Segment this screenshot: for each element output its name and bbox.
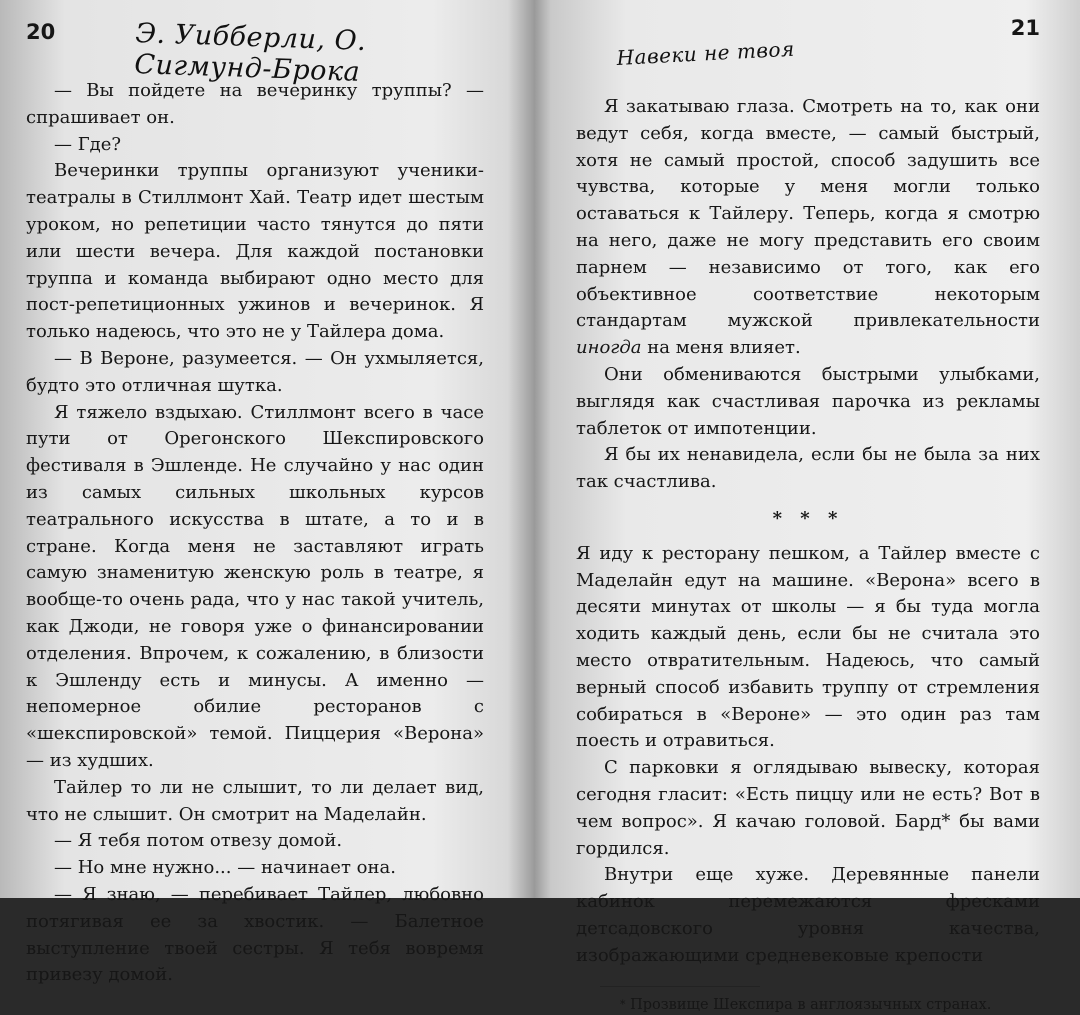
paragraph: — В Вероне, разумеется. — Он ухмыляется, будто это отличная шутка. <box>26 347 484 396</box>
paragraph: Я тяжело вздыхаю. Стиллмонт всего в часе пути от Орегонского Шекспировского фестиваля в Эшленде. Не случайно у нас один из самых сильных школьных курсов театрального искусства в штате, а то и в стране. Когда меня не заставляют играть самую знаменитую женскую роль в театре, я вообще-то очень рада, что у нас такой учитель, как Джоди, не говоря уже о финансировании отделения. Впрочем, к сожалению, в близости к Эшленду есть и минусы. А именно — непомерное обилие ресторанов с «шекспировской» темой. Пиццерия «Верона» — из худших. <box>26 401 484 771</box>
paragraph: Внутри еще хуже. Деревянные панели кабинок перемежаются фресками детсадовского уровня качества, изображающими средневековые крепости <box>576 864 1040 966</box>
paragraph: — Вы пойдете на вечеринку труппы? — спрашивает он. <box>26 80 484 128</box>
left-page-number: 20 <box>26 20 56 44</box>
paragraph: Они обмениваются быстрыми улыбками, выглядя как счастливая парочка из рекламы таблеток от импотенции. <box>576 363 1040 439</box>
paragraph: Тайлер то ли не слышит, то ли делает вид, что не слышит. Он смотрит на Маделайн. <box>26 776 484 825</box>
paragraph: Я бы их ненавидела, если бы не была за них так счастлива. <box>576 444 1040 493</box>
paragraph: Вечеринки труппы организуют ученики-театралы в Стиллмонт Хай. Театр идет шестым уроком, но репетиции часто тянутся до пяти или шести вечера. Для каждой постановки труппа и команда выбирают одно место для пост-репетиционных ужинов и вечеринок. Я только надеюсь, что это не у Тайлера дома. <box>26 160 484 343</box>
footnote-divider <box>600 986 760 987</box>
footnote-text: Прозвище Шекспира в англоязычных странах. <box>630 996 992 1013</box>
paragraph: Я закатываю глаза. Смотреть на то, как они ведут себя, когда вместе, — самый быстрый, хотя не самый простой, способ задушить все чувства, которые у меня могли только оставаться к Тайлеру. Теперь, когда я смотрю на него, даже не могу представить его своим парнем — независимо от того, как его объективное соответствие некоторым стандартам мужской привлекательности иногда на меня влияет. <box>576 96 1040 359</box>
paragraph: Я иду к ресторану пешком, а Тайлер вместе с Маделайн едут на машине. «Верона» всего в десяти минутах от школы — я бы туда могла ходить каждый день, если бы не считала это место отвратительным. Надеюсь, что самый верный способ избавить труппу от стремления собираться в «Вероне» — это один раз там поесть и отравиться. <box>576 542 1040 752</box>
paragraph: — Но мне нужно... — начинает она. <box>54 857 396 879</box>
right-page <box>540 0 1080 1013</box>
right-page-number: 21 <box>1010 16 1040 40</box>
section-break: * * * <box>772 507 844 529</box>
left-page <box>0 0 522 986</box>
right-running-header <box>576 14 1040 72</box>
right-page-text <box>576 94 1040 1015</box>
paragraph: — Где? <box>54 133 122 155</box>
paragraph: С парковки я оглядываю вывеску, которая сегодня гласит: «Есть пиццу или не есть? Вот в чем вопрос». Я качаю головой. Бард* бы вами гордился. <box>576 757 1040 859</box>
title-running-head: Навеки не твоя <box>616 36 796 70</box>
footnote-mark: * <box>620 997 626 1011</box>
left-running-header <box>26 18 484 88</box>
paragraph: — Я тебя потом отвезу домой. <box>54 830 343 852</box>
emphasis-word: иногда <box>576 337 642 359</box>
left-page-text <box>26 78 484 989</box>
footnote <box>576 995 1040 1015</box>
author-running-head: Э. Уибберли, О. Сигмунд-Брока <box>133 18 367 88</box>
paragraph: — Я знаю, — перебивает Тайлер, любовно потягивая ее за хвостик. — Балетное выступление твоей сестры. Я тебя вовремя привезу домой. <box>26 883 484 986</box>
